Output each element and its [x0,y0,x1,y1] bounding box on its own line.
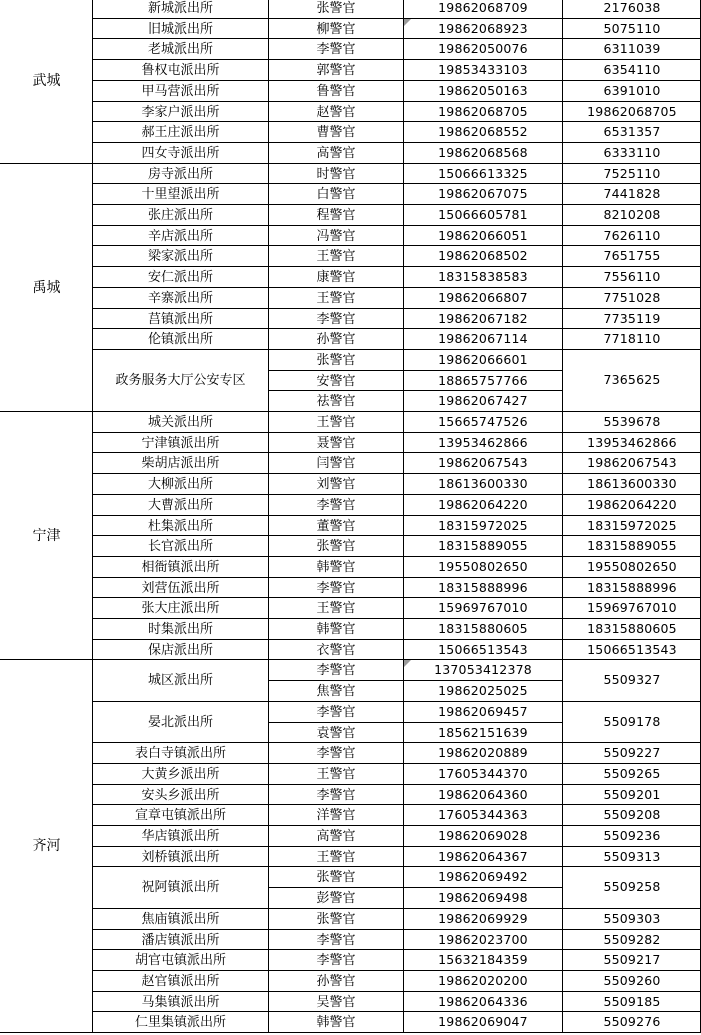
station-landline: 5509258 [603,878,661,894]
grid-hline [0,1032,93,1033]
officer-phone: 15632184359 [438,951,528,967]
comment-marker-icon [404,660,411,667]
officer-name: 李警官 [316,932,356,948]
station-landline: 6333110 [603,144,661,160]
station-landline: 5509276 [603,1013,661,1029]
officer-phone: 18315889055 [438,537,528,553]
officer-phone: 19862064220 [438,496,528,512]
station-landline: 7718110 [603,330,661,346]
officer-name: 冯警官 [316,228,356,244]
officer-name: 孙警官 [316,331,356,347]
station-landline: 18315888996 [587,579,677,595]
station-name: 仁里集镇派出所 [134,1014,226,1030]
station-name: 十里望派出所 [141,186,220,202]
officer-name: 洋警官 [316,807,356,823]
station-landline: 7751028 [603,289,661,305]
officer-phone: 19862064367 [438,848,528,864]
station-landline: 7556110 [603,268,661,284]
station-name: 刘桥镇派出所 [141,849,220,865]
grid-vline [562,0,563,1033]
officer-phone: 19862068502 [438,247,528,263]
station-name: 晏北派出所 [147,714,213,730]
station-landline: 18613600330 [587,475,677,491]
station-name: 辛寨派出所 [147,290,213,306]
station-name: 柴胡店派出所 [141,455,220,471]
station-name: 城区派出所 [147,672,213,688]
station-landline: 5075110 [603,20,661,36]
station-name: 张大庄派出所 [141,600,220,616]
station-name: 老城派出所 [147,41,213,57]
station-landline: 2176038 [603,0,661,15]
station-landline: 5509185 [603,993,661,1009]
officer-name: 张警官 [316,538,356,554]
officer-phone: 18315972025 [438,517,528,533]
officer-name: 李警官 [316,580,356,596]
officer-phone: 19862067114 [438,330,528,346]
officer-name: 柳警官 [316,21,356,37]
station-landline: 5509282 [603,931,661,947]
station-landline: 7735119 [603,310,661,326]
station-name: 房寺派出所 [147,166,213,182]
station-landline: 7365625 [603,372,661,388]
officer-name: 康警官 [316,269,356,285]
station-name: 大柳派出所 [147,476,213,492]
station-landline: 5509208 [603,806,661,822]
station-landline: 6311039 [603,40,661,56]
station-name: 梁家派出所 [147,248,213,264]
station-landline: 5509236 [603,827,661,843]
officer-phone: 19862069498 [438,889,528,905]
officer-name: 张警官 [316,869,356,885]
officer-phone: 19862068552 [438,123,528,139]
station-name: 郝王庄派出所 [141,124,220,140]
officer-name: 王警官 [316,600,356,616]
officer-phone: 17605344363 [438,806,528,822]
officer-phone: 18865757766 [438,372,528,388]
station-landline: 13953462866 [587,434,677,450]
officer-phone: 19862067427 [438,392,528,408]
officer-phone: 19862069028 [438,827,528,843]
station-landline: 5509303 [603,910,661,926]
station-landline: 18315889055 [587,537,677,553]
district-name: 禹城 [32,279,61,296]
grid-vline [403,0,404,1033]
officer-phone: 13953462866 [438,434,528,450]
officer-phone: 15969767010 [438,599,528,615]
station-name: 李家户派出所 [141,104,220,120]
station-name: 马集镇派出所 [141,994,220,1010]
officer-name: 焦警官 [316,683,356,699]
officer-name: 王警官 [316,766,356,782]
station-name: 新城派出所 [147,0,213,16]
station-landline: 5509260 [603,972,661,988]
station-landline: 5509201 [603,786,661,802]
station-landline: 7525110 [603,165,661,181]
officer-name: 祛警官 [316,393,356,409]
station-name: 焦庙镇派出所 [141,911,220,927]
officer-phone: 19862069047 [438,1013,528,1029]
station-name: 相衙镇派出所 [141,559,220,575]
officer-phone: 19862068923 [438,20,528,36]
station-name: 鲁权屯派出所 [141,62,220,78]
officer-phone: 19862023700 [438,931,528,947]
comment-marker-icon [404,19,411,26]
officer-name: 王警官 [316,290,356,306]
officer-name: 聂警官 [316,435,356,451]
officer-name: 白警官 [316,186,356,202]
station-name: 杜集派出所 [147,518,213,534]
officer-phone: 19862025025 [438,682,528,698]
station-name: 政务服务大厅公安专区 [115,373,246,388]
officer-name: 刘警官 [316,476,356,492]
officer-name: 郭警官 [316,62,356,78]
station-name: 胡官屯镇派出所 [134,952,226,968]
officer-name: 时警官 [316,166,356,182]
station-name: 甲马营派出所 [141,83,220,99]
station-landline: 5509217 [603,951,661,967]
officer-name: 李警官 [316,662,356,678]
officer-name: 王警官 [316,248,356,264]
station-name: 表白寺镇派出所 [134,745,226,761]
officer-phone: 19862069457 [438,703,528,719]
officer-name: 李警官 [316,787,356,803]
station-name: 莒镇派出所 [147,311,213,327]
station-landline: 19550802650 [587,558,677,574]
officer-phone: 15665747526 [438,413,528,429]
officer-phone: 19862068709 [438,0,528,15]
officer-phone: 19862067182 [438,310,528,326]
station-name: 刘营伍派出所 [141,580,220,596]
station-name: 潘店镇派出所 [141,932,220,948]
officer-name: 吴警官 [316,994,356,1010]
officer-phone: 19862050076 [438,40,528,56]
grid-vline [92,0,93,1033]
officer-phone: 17605344370 [438,765,528,781]
district-name: 齐河 [32,838,61,854]
officer-name: 程警官 [316,207,356,223]
station-landline: 8210208 [603,206,661,222]
officer-phone: 19862067075 [438,185,528,201]
station-name: 赵官镇派出所 [141,973,220,989]
officer-phone: 19862067543 [438,454,528,470]
station-landline: 6531357 [603,123,661,139]
officer-phone: 18315838583 [438,268,528,284]
station-name: 大黄乡派出所 [141,766,220,782]
station-landline: 18315972025 [587,517,677,533]
station-name: 保店派出所 [147,642,213,658]
grid-hline [268,1032,563,1033]
station-landline: 15969767010 [587,599,677,615]
station-name: 城关派出所 [147,414,213,430]
officer-phone: 19862069492 [438,868,528,884]
officer-name: 李警官 [316,745,356,761]
officer-phone: 19862064360 [438,786,528,802]
station-landline: 19862064220 [587,496,677,512]
station-landline: 5539678 [603,413,661,429]
officer-name: 韩警官 [316,1014,356,1030]
officer-name: 李警官 [316,497,356,513]
station-landline: 7651755 [603,247,661,263]
station-name: 宁津镇派出所 [141,435,220,451]
station-name: 张庄派出所 [147,207,213,223]
officer-name: 韩警官 [316,621,356,637]
officer-phone: 18613600330 [438,475,528,491]
officer-name: 张警官 [316,352,356,368]
officer-phone: 19862066601 [438,351,528,367]
station-landline: 6391010 [603,82,661,98]
station-landline: 5509178 [603,713,661,729]
officer-phone: 18315880605 [438,620,528,636]
officer-phone: 19862064336 [438,993,528,1009]
officer-name: 张警官 [316,911,356,927]
officer-phone: 15066513543 [438,641,528,657]
officer-phone: 137053412378 [434,661,532,677]
officer-name: 闫警官 [316,455,356,471]
officer-phone: 18562151639 [438,724,528,740]
station-name: 辛店派出所 [147,228,213,244]
officer-name: 王警官 [316,414,356,430]
station-name: 长官派出所 [147,538,213,554]
officer-phone: 19862068705 [438,103,528,119]
station-landline: 19862068705 [587,103,677,119]
station-landline: 5509227 [603,744,661,760]
officer-name: 张警官 [316,0,356,16]
officer-phone: 19862020889 [438,744,528,760]
station-name: 旧城派出所 [147,21,213,37]
officer-phone: 19862020200 [438,972,528,988]
officer-phone: 19862069929 [438,910,528,926]
station-landline: 19862067543 [587,454,677,470]
officer-name: 袁警官 [316,725,356,741]
officer-name: 韩警官 [316,559,356,575]
district-name: 武城 [32,72,61,89]
officer-phone: 19862050163 [438,82,528,98]
station-landline: 5509313 [603,848,661,864]
officer-name: 衣警官 [316,642,356,658]
officer-name: 李警官 [316,311,356,327]
officer-name: 鲁警官 [316,83,356,99]
station-name: 大曹派出所 [147,497,213,513]
grid-vline [268,0,269,1033]
officer-name: 李警官 [316,952,356,968]
station-name: 宣章屯镇派出所 [134,807,226,823]
officer-name: 王警官 [316,849,356,865]
station-name: 安仁派出所 [147,269,213,285]
officer-name: 曹警官 [316,124,356,140]
grid-hline [562,1032,701,1033]
grid-hline [92,1032,269,1033]
officer-phone: 19862066051 [438,227,528,243]
officer-name: 安警官 [316,373,356,389]
officer-phone: 19862066807 [438,289,528,305]
station-name: 华店镇派出所 [141,828,220,844]
officer-name: 高警官 [316,828,356,844]
station-landline: 18315880605 [587,620,677,636]
station-landline: 15066513543 [587,641,677,657]
station-landline: 5509327 [603,671,661,687]
officer-name: 彭警官 [316,890,356,906]
station-name: 祝阿镇派出所 [141,879,220,895]
station-name: 时集派出所 [147,621,213,637]
officer-name: 李警官 [316,704,356,720]
officer-name: 李警官 [316,41,356,57]
station-landline: 5509265 [603,765,661,781]
officer-name: 孙警官 [316,973,356,989]
officer-phone: 15066605781 [438,206,528,222]
district-name: 宁津 [32,527,61,544]
officer-phone: 18315888996 [438,579,528,595]
officer-phone: 19862068568 [438,144,528,160]
officer-phone: 15066613325 [438,165,528,181]
officer-name: 高警官 [316,145,356,161]
officer-phone: 19853433103 [438,61,528,77]
station-name: 四女寺派出所 [141,145,220,161]
officer-name: 董警官 [316,518,356,534]
station-landline: 7626110 [603,227,661,243]
station-name: 安头乡派出所 [141,787,220,803]
officer-name: 赵警官 [316,104,356,120]
station-landline: 7441828 [603,185,661,201]
station-name: 伦镇派出所 [147,331,213,347]
officer-phone: 19550802650 [438,558,528,574]
station-landline: 6354110 [603,61,661,77]
